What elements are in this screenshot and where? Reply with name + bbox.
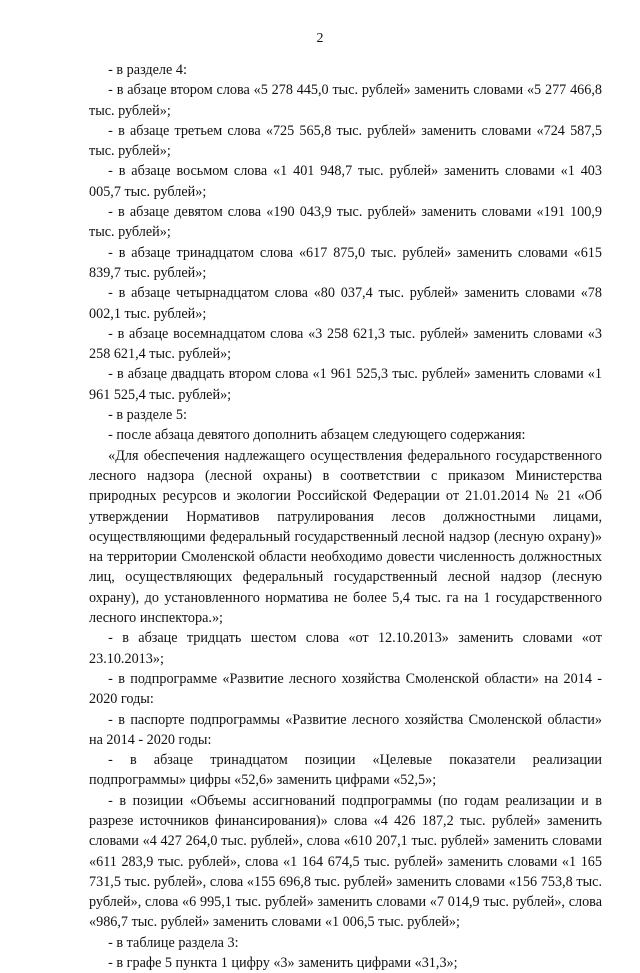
paragraph: - в разделе 4: [108, 62, 187, 78]
paragraph: - в абзаце тринадцатом позиции «Целевые показатели реализации подпрограммы» цифры «52,6» заменить цифрами «52,5»; [89, 752, 602, 789]
paragraph: - в разделе 5: [108, 407, 187, 424]
paragraph: - в абзаце двадцать втором слова «1 961 525,3 тыс. рублей» заменить словами «1 961 525,4 тыс. рублей»; [89, 366, 602, 403]
document-body [89, 60, 602, 973]
paragraph: - в абзаце тридцать шестом слова «от 12.10.2013» заменить словами «от 23.10.2013»; [89, 630, 602, 667]
paragraph: - в абзаце восемнадцатом слова «3 258 621,3 тыс. рублей» заменить словами «3 258 621,4 тыс. рублей»; [89, 325, 602, 363]
paragraph: - после абзаца девятого дополнить абзацем следующего содержания: [108, 427, 526, 444]
page-number: 2 [316, 31, 324, 46]
paragraph: - в абзаце девятом слова «190 043,9 тыс. рублей» заменить словами «191 100,9 тыс. рублей»; [89, 204, 602, 241]
paragraph: - в абзаце третьем слова «725 565,8 тыс. рублей» заменить словами «724 587,5 тыс. рублей»; [89, 122, 602, 160]
paragraph: - в абзаце восьмом слова «1 401 948,7 тыс. рублей» заменить словами «1 403 005,7 тыс. рублей»; [89, 163, 602, 200]
paragraph: - в подпрограмме «Развитие лесного хозяйства Смоленской области» на 2014 - 2020 годы: [89, 670, 602, 708]
paragraph: - в таблице раздела 3: [108, 934, 239, 951]
paragraph: - в паспорте подпрограммы «Развитие лесного хозяйства Смоленской области» на 2014 - 2020 годы: [89, 711, 602, 748]
paragraph: «Для обеспечения надлежащего осуществления федерального государственного лесного надзора (лесной охраны) в соответствии с приказом Министерства природных ресурсов и экологии Российской Федерации от 21.01.2014 № 21 «Об утверждении Нормативов патрулирования лесов должностными лицами, осуществляющими федеральный государственный лесной надзор (лесную охрану)» на территории Смоленской области необходимо довести численность должностных лиц, осуществляющих федеральный государственный лесной надзор (лесную охрану), до установленного норматива не более 5,4 тыс. га на 1 государственного лесного инспектора.»; [89, 447, 602, 627]
paragraph: - в абзаце тринадцатом слова «617 875,0 тыс. рублей» заменить словами «615 839,7 тыс. рублей»; [89, 244, 602, 281]
paragraph: - в абзаце четырнадцатом слова «80 037,4 тыс. рублей» заменить словами «78 002,1 тыс. рублей»; [89, 285, 602, 322]
paragraph: - в графе 5 пункта 1 цифру «3» заменить цифрами «31,3»; [108, 955, 458, 972]
paragraph: - в абзаце втором слова «5 278 445,0 тыс. рублей» заменить словами «5 277 466,8 тыс. рублей»; [89, 82, 602, 119]
paragraph: - в позиции «Объемы ассигнований подпрограммы (по годам реализации и в разрезе источников финансирования)» слова «4 426 187,2 тыс. рублей» заменить словами «4 427 264,0 тыс. рублей», слова «610 207,1 тыс. рублей» заменить словами «611 283,9 тыс. рублей», слова «1 164 674,5 тыс. рублей» заменить словами «1 165 731,5 тыс. рублей», слова «155 696,8 тыс. рублей» заменить словами «156 753,8 тыс. рублей», слова «6 995,1 тыс. рублей» заменить словами «7 014,9 тыс. рублей», слова «986,7 тыс. рублей» заменить словами «1 006,5 тыс. рублей»; [89, 792, 602, 931]
